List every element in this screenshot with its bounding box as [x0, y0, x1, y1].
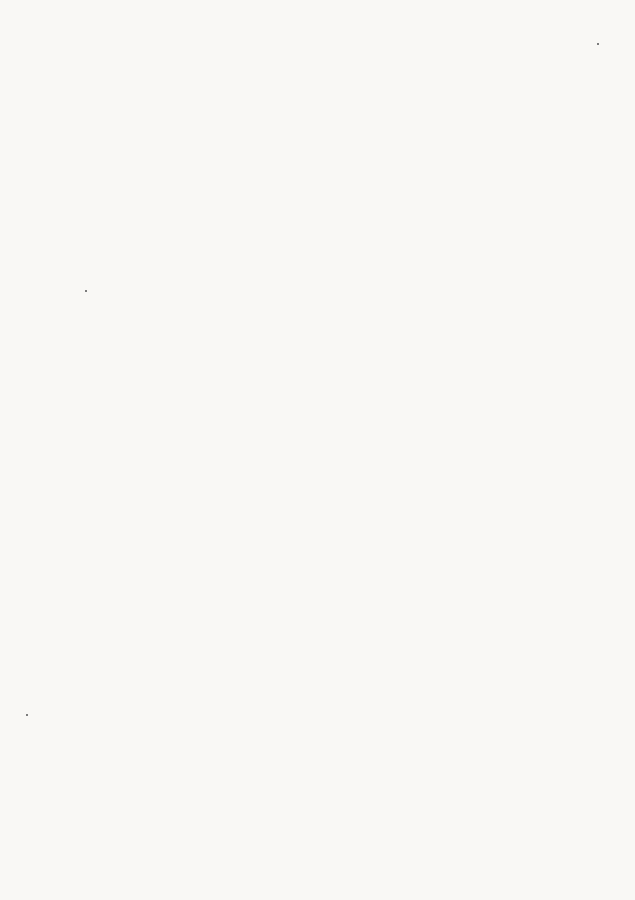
scan-speck	[597, 43, 599, 45]
scan-speck	[85, 290, 87, 292]
scan-speck	[26, 714, 28, 716]
